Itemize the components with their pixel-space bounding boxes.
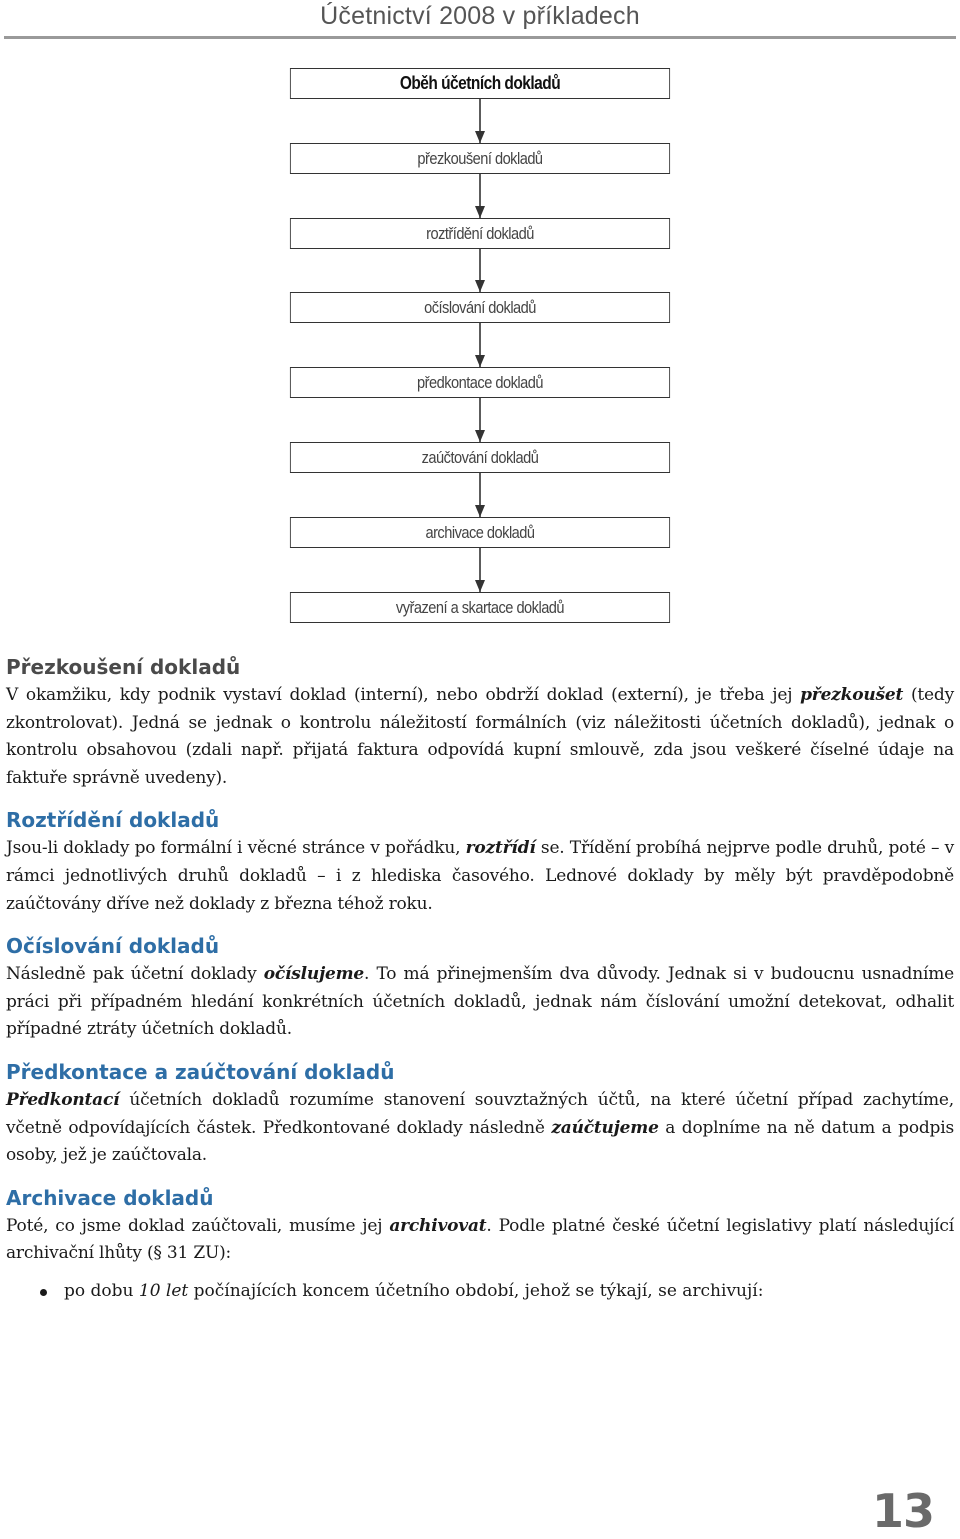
text-run: Jsou-li doklady po formální i věcné stránce v pořádku, bbox=[6, 838, 466, 859]
flow-step-6: archivace dokladů bbox=[290, 517, 670, 548]
bullet-icon bbox=[40, 1289, 47, 1296]
text-run: účetních dokladů rozumíme stanovení souvztažných účtů, na které účetní případ zachytíme, včetně odpovídajících částek. Předkontované doklady následně bbox=[6, 1089, 954, 1138]
flow-step-3: očíslování dokladů bbox=[290, 292, 670, 323]
section-heading-prezkouseni: Přezkoušení dokladů bbox=[6, 655, 241, 679]
section-predkontace bbox=[6, 1057, 954, 1170]
text-run: Poté, co jsme doklad zaúčtovali, musíme jej bbox=[6, 1215, 390, 1236]
section-ocislovani bbox=[6, 931, 954, 1044]
arrowhead-5 bbox=[475, 430, 485, 442]
flow-title-box: Oběh účetních dokladů bbox=[290, 68, 670, 99]
text-run: a doplníme na ně datum a podpis osoby, jež je zaúčtovala. bbox=[6, 1117, 954, 1166]
term-archivovat: archivovat bbox=[389, 1215, 487, 1236]
term-roztridi: roztřídí bbox=[465, 838, 536, 859]
section-heading-archivace: Archivace dokladů bbox=[6, 1185, 214, 1210]
flow-step-1: přezkoušení dokladů bbox=[290, 143, 670, 174]
term-10-let: 10 let bbox=[138, 1280, 189, 1301]
flow-step-7: vyřazení a skartace dokladů bbox=[290, 592, 670, 623]
section-heading-roztrideni: Roztřídění dokladů bbox=[6, 808, 220, 833]
text-run: se. Třídění probíhá nejprve podle druhů, poté – v rámci jednotlivých druhů dokladů – i z hlediska časového. Lednové doklady by měly být pravděpodobně zaúčtovány dříve než doklady z března téhož roku. bbox=[6, 838, 954, 914]
text-run: Následně pak účetní doklady bbox=[6, 964, 264, 985]
section-heading-predkontace: Předkontace a zaúčtování dokladů bbox=[6, 1059, 395, 1084]
arrowhead-1 bbox=[475, 131, 485, 143]
flow-diagram bbox=[0, 0, 960, 640]
arrowhead-2 bbox=[475, 206, 485, 218]
arrowhead-4 bbox=[475, 355, 485, 367]
section-text-roztrideni bbox=[6, 835, 954, 918]
text-run: . To má přinejmenším dva důvody. Jednak si v budoucnu usnadníme práci při případném hledání konkrétních účetních dokladů, jednak nám číslování umožní detekovat, odhalit případné ztráty účetních dokladů. bbox=[6, 964, 954, 1040]
term-zauctujeme: zaúčtujeme bbox=[551, 1117, 659, 1138]
term-ocislujeme: očíslujeme bbox=[263, 964, 365, 985]
section-text-predkontace bbox=[6, 1087, 954, 1170]
text-run: po dobu bbox=[64, 1280, 139, 1301]
page-number: 13 bbox=[871, 1484, 934, 1538]
running-header: Účetnictví 2008 v příkladech bbox=[320, 2, 640, 30]
section-text-prezkouseni bbox=[6, 682, 954, 792]
flow-step-2: roztřídění dokladů bbox=[290, 218, 670, 249]
text-run: počínajících koncem účetního období, jehož se týkají, se archivují: bbox=[188, 1280, 764, 1301]
section-heading-ocislovani: Očíslování dokladů bbox=[6, 934, 220, 959]
section-text-archivace bbox=[6, 1213, 954, 1268]
text-run: (tedy zkontrolovat). Jedná se jednak o kontrolu náležitostí formálních (viz náležitosti účetních dokladů), jednak o kontrolu obsahovou (zdali např. přijatá faktura odpovídá kupní smlouvě, zda jsou veškeré číselné údaje na faktuře správně uvedeny). bbox=[6, 685, 954, 788]
section-archivace bbox=[6, 1183, 954, 1305]
section-text-ocislovani bbox=[6, 961, 954, 1044]
arrowhead-6 bbox=[475, 505, 485, 517]
flow-step-4: předkontace dokladů bbox=[290, 367, 670, 398]
term-prezkouset: přezkoušet bbox=[800, 685, 904, 705]
flow-step-5: zaúčtování dokladů bbox=[290, 442, 670, 473]
term-predkontaci: Předkontací bbox=[6, 1089, 120, 1110]
section-roztrideni bbox=[6, 805, 954, 918]
list-item bbox=[6, 1277, 954, 1305]
section-prezkouseni bbox=[6, 652, 954, 792]
arrowhead-3 bbox=[475, 280, 485, 292]
body-content bbox=[6, 652, 954, 1318]
text-run: . Podle platné české účetní legislativy platí následující archivační lhůty (§ 31 ZU): bbox=[6, 1215, 954, 1264]
text-run: V okamžiku, kdy podnik vystaví doklad (interní), nebo obdrží doklad (externí), je třeba jej bbox=[6, 685, 801, 705]
arrowhead-7 bbox=[475, 580, 485, 592]
